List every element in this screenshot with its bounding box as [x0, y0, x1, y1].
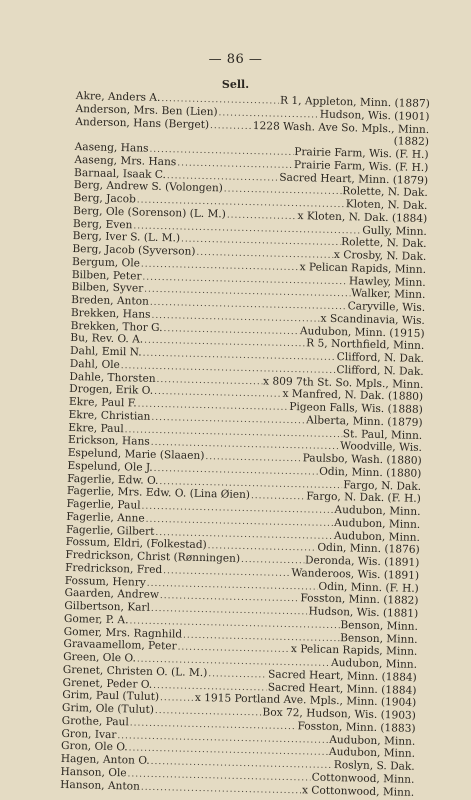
entry-place: x Pelican Rapids, Minn.	[290, 643, 418, 659]
entry-name: Anderson, Hans (Berget)	[75, 115, 210, 131]
entry-place: x 1915 Portland Ave. Mpls., Minn. (1904)	[194, 692, 417, 710]
entry-name: Dahl, Ole	[69, 357, 121, 371]
entry-place: Woodville, Wis.	[340, 440, 423, 455]
entry-name: Brekken, Thor G.	[70, 319, 163, 334]
entry-name: Gomer, Mrs. Ragnhild	[63, 625, 183, 641]
entry-name: Barnaal, Isaak C.	[73, 166, 167, 181]
entry-place: Clifford, N. Dak.	[336, 350, 425, 365]
entry-place: x Kloten, N. Dak. (1884)	[297, 209, 428, 225]
entry-name: Fagerlie, Anne	[66, 510, 145, 525]
entry-place: Odin, Minn. (F. H.)	[318, 580, 419, 595]
entry-name: Grenet, Christen O. (L. M.)	[62, 663, 208, 679]
entry-name: Anderson, Mrs. Ben (Lien)	[75, 102, 218, 118]
entry-name: Grenet, Peder O.	[62, 676, 153, 691]
entry-place: Alberta, Minn. (1879)	[306, 414, 423, 429]
entry-place: R 1, Appleton, Minn. (1887)	[279, 94, 430, 111]
entry-place: Pigeon Falls, Wis. (1888)	[289, 400, 423, 416]
entry-place: Rolette, N. Dak.	[341, 236, 427, 251]
dot-leader	[210, 120, 252, 134]
entry-name: Bilben, Syver	[71, 281, 144, 295]
entry-name: Grothe, Paul	[61, 714, 129, 729]
entry-place: Benson, Minn.	[340, 618, 419, 633]
entry-place: Sacred Heart, Minn. (1884)	[267, 668, 417, 684]
entry-place: x 809 7th St. So. Mpls., Minn.	[262, 374, 424, 391]
entry-name: Brekken, Hans	[70, 306, 151, 321]
section-title: Sell.	[221, 78, 250, 91]
entry-place: 1228 Wash. Ave So. Mpls., Minn.	[252, 119, 430, 136]
entry-place: x Manfred, N. Dak. (1880)	[282, 388, 424, 404]
entry-name: Hagen, Anton O.	[60, 752, 150, 767]
entry-place: x Scandinavia, Wis.	[320, 312, 425, 327]
entry-name: Gaarden, Andrew	[64, 587, 160, 602]
entry-place: Deronda, Wis. (1891)	[304, 554, 420, 569]
entry-place: Hudson, Wis. (1901)	[319, 108, 430, 123]
entry-place: x Crosby, N. Dak.	[333, 248, 427, 263]
dot-leader	[141, 781, 301, 797]
entry-name: Ekre, Paul F.	[68, 395, 137, 410]
entry-name: Gilbertson, Karl	[64, 599, 151, 614]
entry-name: Aaseng, Mrs. Hans	[74, 153, 177, 169]
entry-name: Fagerlie, Paul	[66, 497, 141, 512]
entry-name: Dahl, Emil N.	[69, 344, 142, 359]
dot-leader	[251, 490, 306, 504]
entry-name: Fredrickson, Fred	[65, 561, 163, 576]
entry-place: Fargo, N. Dak.	[343, 478, 422, 493]
entry-place: Audubon, Minn.	[328, 746, 416, 761]
entry-name: Berg, Andrew S. (Volongen)	[73, 179, 223, 195]
entry-place: Audubon, Minn.	[330, 656, 418, 671]
entry-name: Berg, Jacob	[73, 191, 136, 206]
entry-place: Audubon, Minn. (1915)	[299, 324, 425, 340]
entry-place: Prairie Farm, Wis. (F. H.)	[293, 158, 429, 174]
entry-place: St. Paul, Minn.	[342, 427, 423, 442]
entry-name: Erickson, Hans	[67, 434, 150, 449]
entry-place: Paulsbo, Wash. (1880)	[302, 452, 422, 467]
entry-place: Rolette, N. Dak.	[342, 185, 428, 200]
entry-name: Hanson, Anton	[60, 778, 141, 793]
entry-place: Walker, Minn.	[351, 287, 426, 302]
entry-name: Fossum, Eldri, (Folkestad)	[65, 536, 207, 552]
entry-place: Box 72, Hudson, Wis. (1903)	[262, 706, 417, 722]
entry-name: Ekre, Christian	[68, 408, 151, 423]
entry-name: Grim, Ole (Tulut)	[61, 701, 155, 716]
entry-name: Fredrickson, Christ (Rønningen)	[65, 548, 241, 565]
entry-place: Hudson, Wis. (1881)	[308, 605, 419, 620]
entry-name: Gron, Ivar	[61, 727, 117, 741]
entry-name: Gravaamellom, Peter	[63, 638, 177, 653]
entry-name: Espelund, Marie (Slaaen)	[67, 446, 205, 463]
entry-place: Kloten, N. Dak.	[345, 198, 428, 213]
entry-name: Berg, Even	[72, 217, 133, 231]
dot-leader	[160, 692, 194, 706]
entry-place: Wanderoos, Wis. (1891)	[291, 566, 420, 582]
entry-name: Bilben, Peter	[71, 268, 142, 283]
entry-place: Caryville, Wis.	[347, 300, 426, 314]
entry-place: Odin, Minn. (1880)	[319, 465, 422, 480]
entry-place: Prairie Farm, Wis. (F. H.)	[294, 145, 429, 162]
entry-place: Fargo, N. Dak. (F. H.)	[306, 490, 421, 506]
entry-place: Audubon, Minn.	[334, 503, 421, 518]
entry-name: Drogen, Erik O.	[69, 383, 154, 398]
entry-name: Bergum, Ole	[71, 255, 141, 270]
entry-place: Audubon, Minn.	[334, 516, 421, 531]
entry-place: x Cottonwood, Minn.	[301, 783, 415, 799]
entry-name: Hanson, Ole	[60, 765, 127, 780]
entry-place: Roslyn, S. Dak.	[333, 759, 415, 773]
entry-name: Berg, Ole (Sorenson) (L. M.)	[73, 204, 227, 221]
entry-name: Grim, Paul (Tulut)	[62, 689, 160, 704]
entry-name: Ekre, Paul	[68, 421, 124, 435]
entry-place: Fosston, Minn. (1883)	[297, 719, 416, 735]
entry-place: Audubon, Minn.	[333, 529, 421, 544]
entry-name: Gomer, P. A.	[63, 612, 129, 627]
entry-name: Akre, Anders A.	[75, 90, 161, 104]
entry-name: Fagerlie, Edw. O.	[67, 472, 159, 487]
entry-name: Berg, Jacob (Syverson)	[72, 242, 196, 258]
entry-place: Clifford, N. Dak.	[336, 363, 424, 378]
entry-name: Fossum, Henry	[64, 574, 147, 589]
entry-place: R 5, Northfield, Minn.	[306, 337, 425, 353]
entry-place: Sacred Heart, Minn. (1879)	[279, 171, 429, 187]
entry-place: Gully, Minn.	[362, 224, 428, 238]
entry-name: Green, Ole O.	[63, 650, 137, 665]
entry-place: Audubon, Minn.	[329, 733, 416, 748]
entry-place: x Pelican Rapids, Minn.	[299, 260, 427, 276]
entry-name: Fagerlie, Mrs. Edw. O. (Lina Øien)	[66, 485, 251, 502]
entry-name: Fagerlie, Gilbert	[65, 523, 155, 538]
page-number: — 86 —	[208, 52, 263, 67]
entry-name: Breden, Anton	[71, 293, 150, 308]
entry-place: Odin, Minn. (1876)	[317, 541, 420, 557]
entry-place: (1882)	[393, 135, 430, 149]
entry-name: Gron, Ole O.	[60, 740, 128, 754]
entry-place: Benson, Minn.	[340, 631, 418, 646]
entry-name: Aaseng, Hans	[74, 140, 149, 155]
entry-name: Bu, Rev. O. A.	[70, 332, 144, 346]
entry-name: Dahle, Thorsten	[69, 370, 156, 385]
entry-place: Fosston, Minn. (1882)	[300, 592, 419, 608]
entry-place: Hawley, Minn.	[348, 274, 426, 289]
entry-name: Espelund, Ole J.	[67, 459, 153, 474]
entry-place: Sacred Heart, Minn. (1884)	[267, 681, 417, 697]
entry-place: Cottonwood, Minn.	[311, 771, 415, 786]
directory-list	[60, 90, 430, 799]
entry-name: Berg, Iver S. (L. M.)	[72, 230, 181, 245]
